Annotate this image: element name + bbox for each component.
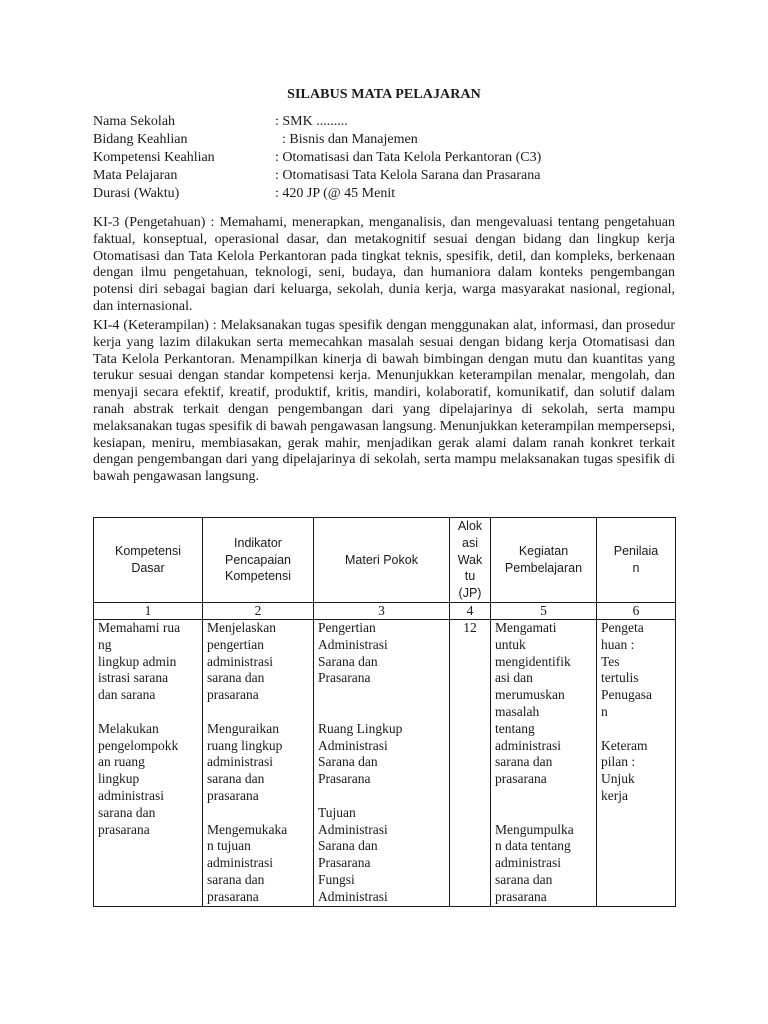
info-label: Kompetensi Keahlian (93, 150, 215, 165)
cell-penilaian: Pengeta huan : Tes tertulis Penugasa n Keteram pilan : Unjuk kerja (597, 620, 676, 907)
column-number: 6 (597, 603, 676, 620)
cell-materi-pokok: Pengertian Administrasi Sarana dan Prasarana Ruang Lingkup Administrasi Sarana dan Prasarana Tujuan Administrasi Sarana dan Prasarana Fungsi Administrasi (314, 620, 450, 907)
column-number: 2 (203, 603, 314, 620)
info-value: : SMK ......... (275, 114, 348, 129)
info-row-subject (93, 167, 541, 185)
info-row-school (93, 113, 541, 131)
info-row-field (93, 131, 541, 149)
table-header-row (94, 518, 676, 603)
info-value: : Otomatisasi Tata Kelola Sarana dan Prasarana (275, 168, 541, 183)
cell-alokasi-waktu: 12 (450, 620, 491, 907)
header-kegiatan: Kegiatan Pembelajaran (491, 518, 597, 603)
ki4-text: KI-4 (Keterampilan) : Melaksanakan tugas spesifik dengan menggunakan alat, informasi, dan prosedur kerja yang lazim dilakukan serta memecahkan masalah sesuai dengan bidang kerja Otomatisasi dan Tata Kelola Perkantoran. Menampilkan kinerja di bawah bimbingan dengan mutu dan kuantitas yang terukur sesuai dengan standar kompetensi kerja. Menunjukkan keterampilan menalar, mengolah, dan menyaji secara efektif, kreatif, produktif, kritis, mandiri, kolaboratif, komunikatif, dan solutif dalam ranah abstrak terkait dengan pengembangan dari yang dipelajarinya di sekolah, serta mampu melaksanakan tugas spesifik di bawah pengawasan langsung. Menunjukkan keterampilan mempersepsi, kesiapan, meniru, membiasakan, gerak mahir, menjadikan gerak alami dalam ranah konkret terkait dengan pengembangan dari yang dipelajarinya di sekolah, serta mampu melaksanakan tugas spesifik di bawah pengawasan langsung. (93, 318, 676, 485)
column-number: 4 (450, 603, 491, 620)
cell-indikator: Menjelaskan pengertian administrasi sarana dan prasarana Menguraikan ruang lingkup administrasi sarana dan prasarana Mengemukaka n tujuan administrasi sarana dan prasarana (203, 620, 314, 907)
document-title: SILABUS MATA PELAJARAN (287, 87, 481, 102)
info-label: Durasi (Waktu) (93, 186, 180, 201)
ki3-paragraph (93, 215, 675, 316)
info-value: : 420 JP (@ 45 Menit (275, 186, 396, 201)
info-value: : Bisnis dan Manajemen (275, 132, 418, 147)
identity-block (93, 113, 541, 203)
ki3-text: KI-3 (Pengetahuan) : Memahami, menerapkan, menganalisis, dan mengevaluasi tentang pengetahuan faktual, konseptual, operasional dasar, dan metakognitif sesuai dengan bidang dan lingkup kerja Otomatisasi dan Tata Kelola Perkantoran pada tingkat teknis, spesifik, detil, dan kompleks, berkenaan dengan ilmu pengetahuan, teknologi, seni, budaya, dan humaniora dalam konteks pengembangan potensi diri sebagai bagian dari keluarga, sekolah, dunia kerja, warga masyarakat nasional, regional, dan internasional. (93, 215, 675, 314)
header-materi-pokok: Materi Pokok (314, 518, 450, 603)
info-value: : Otomatisasi dan Tata Kelola Perkantoran (C3) (275, 150, 542, 165)
cell-kompetensi-dasar: Memahami rua ng lingkup admin istrasi sarana dan sarana Melakukan pengelompokk an ruang lingkup administrasi sarana dan prasarana (94, 620, 203, 907)
header-indikator: Indikator Pencapaian Kompetensi (203, 518, 314, 603)
info-row-duration (93, 185, 541, 203)
column-number: 1 (94, 603, 203, 620)
cell-kegiatan: Mengamati untuk mengidentifik asi dan merumuskan masalah tentang administrasi sarana dan prasarana Mengumpulka n data tentang administrasi sarana dan prasarana (491, 620, 597, 907)
info-label: Bidang Keahlian (93, 132, 188, 147)
info-label: Nama Sekolah (93, 114, 176, 129)
table-number-row (94, 603, 676, 620)
syllabus-table (93, 517, 676, 907)
info-row-competency (93, 149, 541, 167)
header-kompetensi-dasar: Kompetensi Dasar (94, 518, 203, 603)
ki4-paragraph (93, 318, 675, 486)
column-number: 3 (314, 603, 450, 620)
info-label: Mata Pelajaran (93, 168, 178, 183)
header-alokasi-waktu: Alok asi Wak tu (JP) (450, 518, 491, 603)
header-penilaian: Penilaia n (597, 518, 676, 603)
column-number: 5 (491, 603, 597, 620)
table-row (94, 620, 676, 907)
